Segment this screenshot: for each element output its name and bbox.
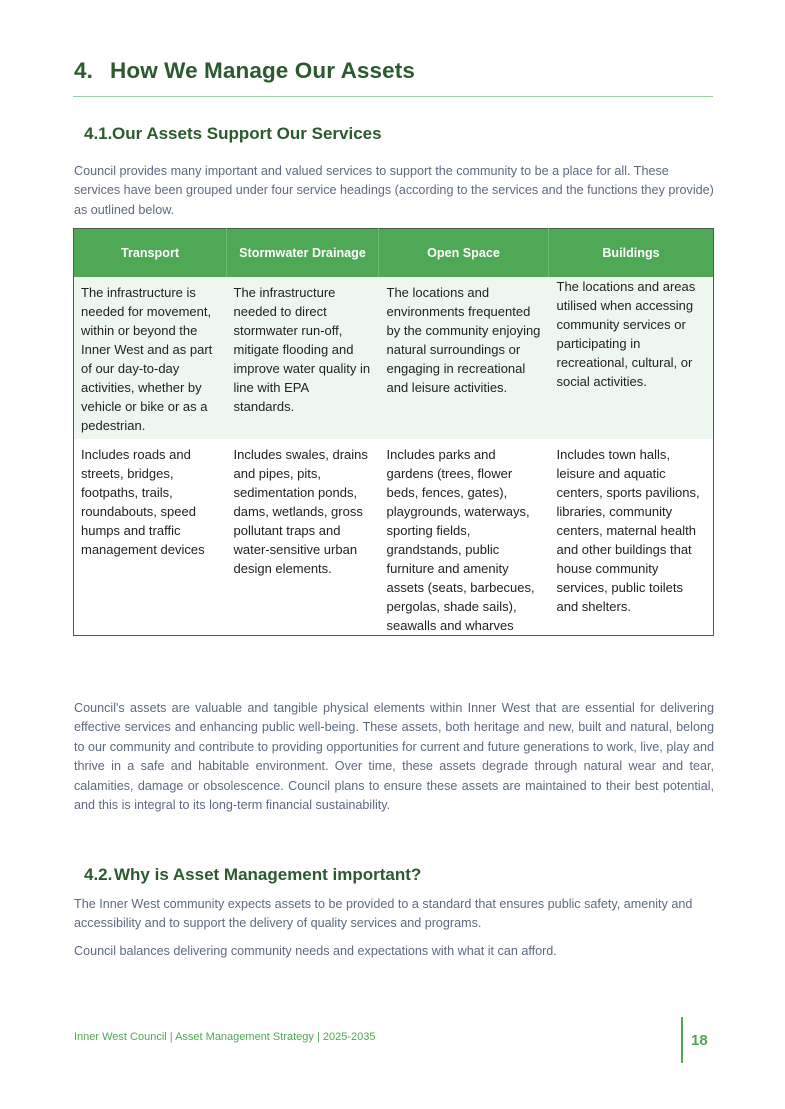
header-stormwater-drainage: Stormwater Drainage <box>227 229 379 278</box>
section-title: Why is Asset Management important? <box>114 865 422 884</box>
header-transport: Transport <box>74 229 227 278</box>
title-divider <box>73 96 713 97</box>
open-space-description: The locations and environments frequented by the community enjoying natural surroundings or engaging in recreational and leisure activities. <box>379 277 549 439</box>
services-intro-paragraph: Council provides many important and valued services to support the community to be a place for all. These services have been grouped under four service headings (according to the services and the functions they provide) as outlined below. <box>74 164 714 217</box>
table-row-includes <box>74 439 714 636</box>
buildings-description: The locations and areas utilised when accessing community services or participating in recreational, cultural, or social activities. <box>549 277 714 439</box>
table-row-descriptions <box>74 277 714 439</box>
stormwater-includes: Includes swales, drains and pipes, pits, sedimentation ponds, dams, wetlands, gross pollutant traps and water-sensitive urban design elements. <box>227 439 379 636</box>
section-number: 4.2. <box>84 865 113 884</box>
page-title-number: 4. <box>74 58 93 83</box>
table-header-row <box>74 229 714 278</box>
why-paragraph-1: The Inner West community expects assets to be provided to a standard that ensures public safety, amenity and accessibility and to support the delivery of quality services and programs. <box>74 897 693 931</box>
section-heading-4-1 <box>84 124 382 144</box>
stormwater-description: The infrastructure needed to direct stormwater run-off, mitigate flooding and improve water quality in line with EPA standards. <box>227 277 379 439</box>
section-title: Our Assets Support Our Services <box>112 124 382 143</box>
why-paragraph-2: Council balances delivering community needs and expectations with what it can afford. <box>74 944 557 958</box>
assets-paragraph: Council's assets are valuable and tangible physical elements within Inner West that are essential for delivering effective services and enhancing public well-being. These assets, both heritage and new, built and natural, belong to our community and contribute to providing opportunities for current and future generations to work, live, play and thrive in a safe and habitable environment. Over time, these assets degrade through natural wear and tear, calamities, damage or obsolescence. Council plans to ensure these assets are maintained to their best potential, and this is integral to its long-term financial sustainability. <box>74 701 714 813</box>
footer-text: Inner West Council | Asset Management Strategy | 2025-2035 <box>74 1031 376 1043</box>
transport-includes: Includes roads and streets, bridges, footpaths, trails, roundabouts, speed humps and traffic management devices <box>74 439 227 636</box>
page-title-text: How We Manage Our Assets <box>110 58 415 83</box>
header-open-space: Open Space <box>379 229 549 278</box>
transport-description: The infrastructure is needed for movement, within or beyond the Inner West and as part of our day-to-day activities, whether by vehicle or bike or as a pedestrian. <box>74 277 227 439</box>
section-heading-4-2 <box>84 865 421 885</box>
section-number: 4.1. <box>84 124 113 143</box>
page-number: 18 <box>691 1032 708 1049</box>
service-headings-table <box>73 228 714 636</box>
page-title <box>74 58 415 84</box>
open-space-includes: Includes parks and gardens (trees, flower beds, fences, gates), playgrounds, waterways, sporting fields, grandstands, public furniture and amenity assets (seats, barbecues, pergolas, shade sails), seawalls and wharves <box>379 439 549 636</box>
buildings-includes: Includes town halls, leisure and aquatic centers, sports pavilions, libraries, community centers, maternal health and other buildings that house community services, public toilets and shelters. <box>549 439 714 636</box>
header-buildings: Buildings <box>549 229 714 278</box>
footer-divider <box>681 1017 683 1063</box>
